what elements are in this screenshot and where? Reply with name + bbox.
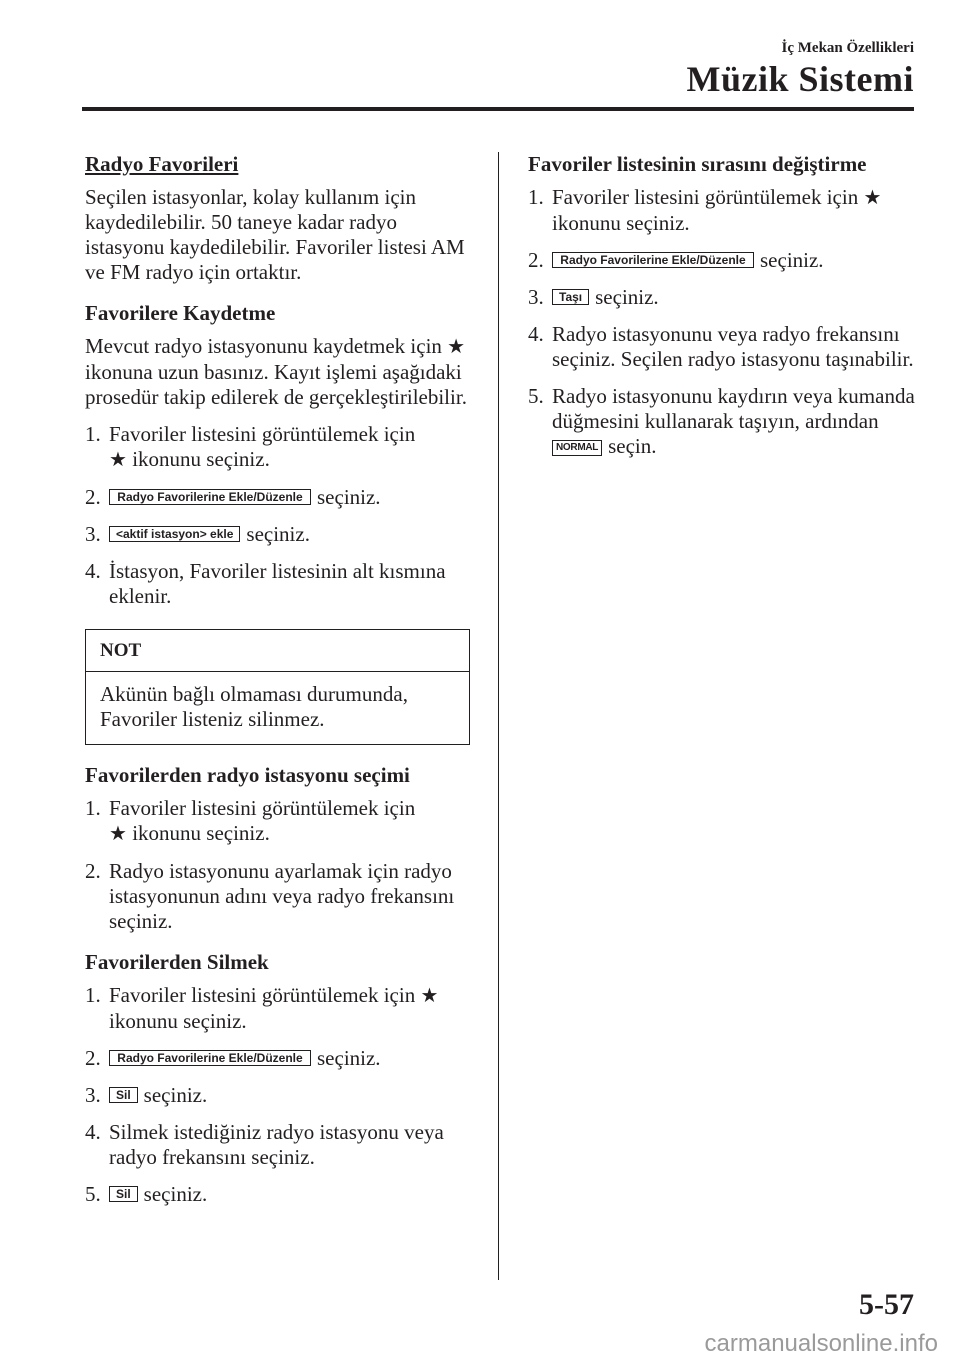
note-body: Akünün bağlı olmaması durumunda, Favoriler listeniz silinmez.	[100, 682, 408, 731]
step-text: seçiniz.	[317, 485, 381, 509]
step-text: ikonunu seçiniz.	[552, 211, 690, 235]
reorder-step-5	[528, 384, 918, 459]
delete-button[interactable]: Sil	[109, 1087, 138, 1103]
star-icon: ★	[863, 187, 882, 209]
add-active-station-button[interactable]: <aktif istasyon> ekle	[109, 526, 240, 542]
select-step-2	[85, 859, 470, 934]
step-number: 2.	[85, 485, 101, 509]
step-number: 2.	[85, 1046, 101, 1070]
save-text-after: ikonuna uzun basınız. Kayıt işlemi aşağıdaki prosedür takip edilerek de gerçekleştirilebilir.	[85, 360, 467, 409]
delete-step-5	[85, 1182, 470, 1207]
step-text: Radyo istasyonunu ayarlamak için radyo istasyonunun adını veya radyo frekansını seçiniz.	[109, 859, 455, 933]
delete-button[interactable]: Sil	[109, 1186, 138, 1202]
star-icon: ★	[109, 449, 127, 471]
radio-favorites-title: Radyo Favorileri	[85, 152, 239, 176]
step-number: 1.	[528, 185, 544, 209]
reorder-step-1	[528, 185, 918, 236]
delete-heading: Favorilerden Silmek	[85, 950, 269, 974]
add-edit-favorites-button[interactable]: Radyo Favorilerine Ekle/Düzenle	[552, 252, 754, 268]
reorder-heading: Favoriler listesinin sırasını değiştirme	[528, 152, 867, 176]
star-icon: ★	[447, 336, 466, 358]
move-button[interactable]: Taşı	[552, 289, 589, 305]
select-step-1	[85, 796, 470, 847]
step-number: 1.	[85, 422, 101, 446]
step-number: 3.	[85, 1083, 101, 1107]
step-number: 1.	[85, 983, 101, 1007]
step-number: 2.	[528, 248, 544, 272]
step-text: İstasyon, Favoriler listesinin alt kısmına eklenir.	[109, 559, 446, 608]
step-text: Favoriler listesini görüntülemek için	[552, 185, 859, 209]
step-number: 5.	[528, 384, 544, 408]
add-edit-favorites-button[interactable]: Radyo Favorilerine Ekle/Düzenle	[109, 489, 311, 505]
section-subtitle: İç Mekan Özellikleri	[781, 40, 914, 56]
star-icon: ★	[420, 985, 439, 1007]
delete-step-1	[85, 983, 470, 1034]
reorder-step-3	[528, 285, 918, 310]
delete-step-3	[85, 1083, 470, 1108]
select-heading: Favorilerden radyo istasyonu seçimi	[85, 763, 410, 787]
step-text: seçiniz.	[143, 1083, 208, 1107]
save-step-3	[85, 522, 470, 547]
step-number: 4.	[528, 322, 544, 346]
note-box	[85, 629, 470, 745]
step-text: Silmek istediğiniz radyo istasyonu veya radyo frekansını seçiniz.	[109, 1120, 444, 1169]
step-text: Radyo istasyonunu veya radyo frekansını seçiniz. Seçilen radyo istasyonu taşınabilir.	[552, 322, 914, 371]
left-column	[85, 152, 470, 1207]
save-step-2	[85, 485, 470, 510]
intro-paragraph: Seçilen istasyonlar, kolay kullanım için kaydedilebilir. 50 taneye kadar radyo istasyonu kaydedilebilir. Favoriler listesi AM ve FM radyo için ortaktır.	[85, 185, 465, 284]
reorder-step-2	[528, 248, 918, 273]
step-text: seçiniz.	[317, 1046, 381, 1070]
watermark: carmanualsonline.info	[704, 1330, 938, 1357]
add-edit-favorites-button[interactable]: Radyo Favorilerine Ekle/Düzenle	[109, 1050, 311, 1066]
right-column	[528, 152, 918, 459]
step-text: ikonunu seçiniz.	[132, 447, 270, 471]
star-icon: ★	[109, 823, 127, 845]
step-text: Radyo istasyonunu kaydırın veya kumanda düğmesini kullanarak taşıyın, ardından	[552, 384, 915, 433]
delete-step-2	[85, 1046, 470, 1071]
step-text: seçiniz.	[760, 248, 824, 272]
column-divider	[498, 152, 499, 1280]
step-text: seçin.	[608, 434, 657, 458]
step-text: Favoriler listesini görüntülemek için	[109, 422, 416, 446]
step-number: 1.	[85, 796, 101, 820]
delete-step-4	[85, 1120, 470, 1170]
save-heading: Favorilere Kaydetme	[85, 301, 276, 325]
save-step-4	[85, 559, 470, 609]
step-text: ikonunu seçiniz.	[109, 1009, 247, 1033]
step-number: 2.	[85, 859, 101, 883]
step-text: seçiniz.	[246, 522, 310, 546]
page-number: 5-57	[859, 1288, 914, 1321]
step-text: seçiniz.	[595, 285, 659, 309]
page-title: Müzik Sistemi	[686, 59, 914, 99]
step-text: Favoriler listesini görüntülemek için	[109, 983, 416, 1007]
step-number: 5.	[85, 1182, 101, 1206]
save-step-1	[85, 422, 470, 473]
save-text-before: Mevcut radyo istasyonunu kaydetmek için	[85, 334, 442, 358]
step-text: seçiniz.	[143, 1182, 208, 1206]
step-number: 3.	[528, 285, 544, 309]
normal-button[interactable]: NORMAL	[552, 440, 602, 456]
step-number: 4.	[85, 559, 101, 583]
save-paragraph	[85, 334, 470, 410]
step-number: 3.	[85, 522, 101, 546]
step-number: 4.	[85, 1120, 101, 1144]
note-title: NOT	[86, 630, 469, 672]
header-rule	[82, 107, 914, 111]
step-text: Favoriler listesini görüntülemek için	[109, 796, 416, 820]
reorder-step-4	[528, 322, 918, 372]
step-text: ikonunu seçiniz.	[132, 821, 270, 845]
